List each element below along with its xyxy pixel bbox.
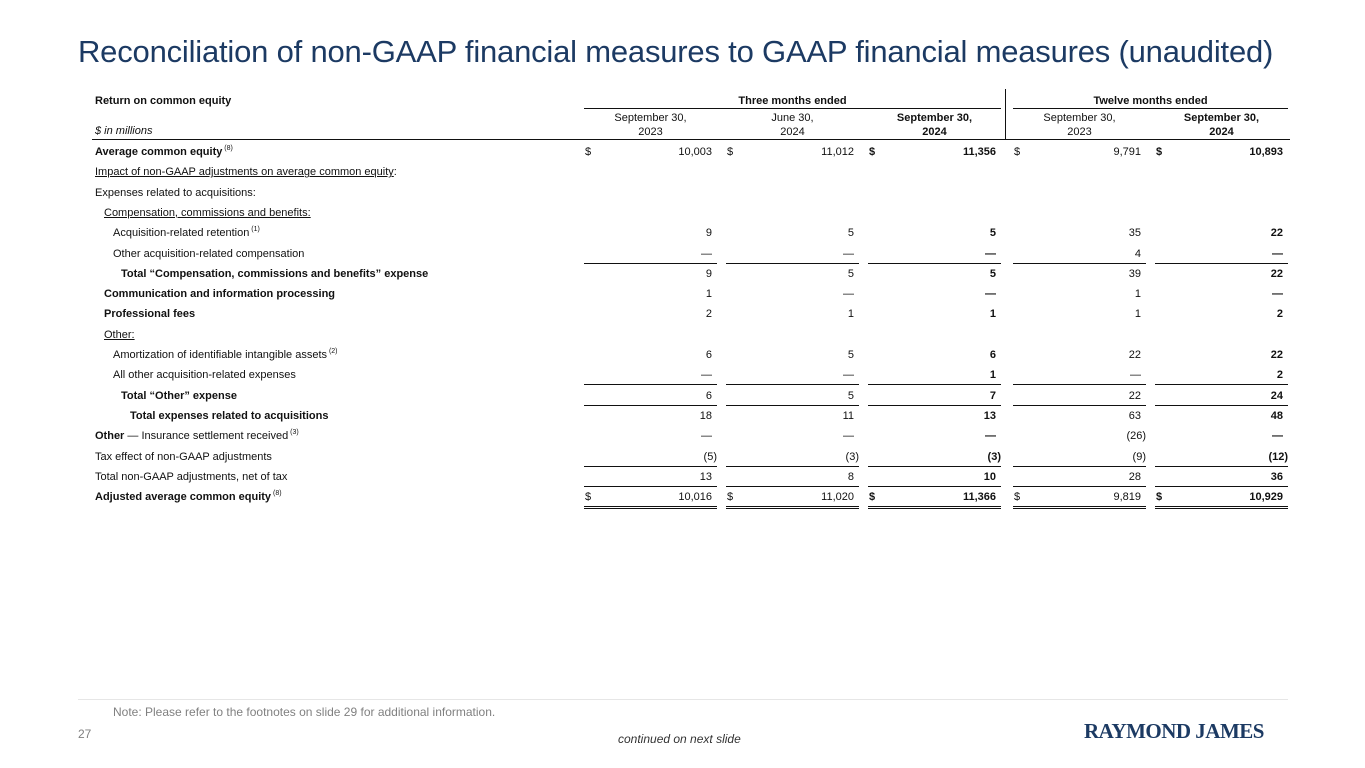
table-cell: 6 (705, 349, 712, 361)
table-cell: 1 (1134, 288, 1141, 301)
row-label (113, 247, 304, 261)
table-cell: 1 (989, 308, 996, 321)
table-cell: — (843, 288, 854, 301)
table-cell: 5 (847, 349, 854, 361)
subtotal-rule (1013, 263, 1146, 264)
column-header-line1: June 30, (771, 112, 814, 124)
period-divider (1005, 89, 1006, 139)
currency-symbol: $ (1156, 146, 1163, 158)
row-label-text: Communication and information processing (104, 288, 336, 301)
group-rule-twelve-months (1013, 108, 1288, 109)
row-label-text: Adjusted average common equity (95, 491, 272, 504)
table-cell: — (843, 247, 854, 260)
subtotal-rule (868, 384, 1001, 385)
table-cell: 11 (842, 409, 854, 422)
subtotal-rule (1013, 466, 1146, 467)
table-cell: — (701, 430, 712, 443)
table-cell: 1 (847, 308, 854, 321)
reconciliation-table (92, 91, 1290, 511)
row-label (113, 368, 296, 382)
section-title: Return on common equity (95, 95, 232, 107)
table-cell: 5 (847, 267, 854, 280)
row-label-text: Tax effect of non-GAAP adjustments (95, 450, 272, 463)
table-cell: 22 (1270, 349, 1283, 361)
footnote-note: Note: Please refer to the footnotes on slide 29 for additional information. (113, 705, 496, 719)
total-double-rule (1155, 506, 1288, 509)
currency-symbol: $ (727, 491, 734, 504)
row-label-text: Total “Compensation, commissions and benefits” expense (121, 267, 429, 280)
table-cell: 5 (847, 389, 854, 402)
table-cell: 63 (1128, 409, 1141, 422)
subtotal-rule (1155, 384, 1288, 385)
table-cell: 11,012 (821, 146, 854, 158)
column-header-line2: 2023 (638, 126, 663, 138)
table-cell: 22 (1270, 227, 1283, 240)
table-cell: 24 (1270, 389, 1283, 402)
row-label (113, 226, 260, 240)
subtotal-rule (726, 466, 859, 467)
row-label (121, 389, 237, 403)
row-label (95, 165, 397, 179)
table-cell: — (1272, 247, 1283, 260)
table-cell: 13 (699, 470, 712, 483)
column-header-line2: 2024 (1209, 126, 1234, 138)
table-cell: 13 (983, 409, 996, 422)
row-label-text: Other: (104, 328, 135, 341)
row-label-text: Amortization of identifiable intangible assets (113, 349, 328, 361)
table-cell: (3) (987, 450, 1001, 463)
row-label-text: Total expenses related to acquisitions (130, 409, 329, 422)
footnote-ref: (8) (271, 490, 282, 498)
row-label (121, 267, 428, 281)
table-cell: 9 (705, 227, 712, 240)
table-cell: 6 (705, 389, 712, 402)
row-label (104, 328, 135, 342)
subtotal-rule (726, 486, 859, 487)
currency-symbol: $ (727, 146, 734, 158)
table-cell: — (985, 247, 996, 260)
subtotal-rule (726, 384, 859, 385)
table-cell: 9,819 (1113, 491, 1141, 504)
subtotal-rule (1155, 263, 1288, 264)
table-cell: 11,356 (962, 146, 996, 158)
row-label (95, 429, 299, 443)
row-label-text: Average common equity (95, 146, 223, 158)
currency-symbol: $ (1156, 491, 1163, 504)
row-label-text: Other acquisition-related compensation (113, 247, 305, 260)
subtotal-rule (1013, 486, 1146, 487)
currency-symbol: $ (1014, 146, 1021, 158)
row-label (130, 409, 328, 423)
row-label (95, 145, 233, 159)
currency-symbol: $ (869, 491, 876, 504)
subtotal-rule (726, 405, 859, 406)
total-double-rule (584, 506, 717, 509)
table-cell: 11,020 (821, 491, 854, 504)
row-label-text: Other (95, 430, 125, 443)
row-label-text: Expenses related to acquisitions: (95, 186, 256, 199)
table-cell: (3) (845, 450, 859, 463)
table-cell: 10,893 (1249, 146, 1283, 158)
subtotal-rule (1155, 466, 1288, 467)
subtotal-rule (868, 486, 1001, 487)
table-cell: 36 (1270, 470, 1283, 483)
page-title: Reconciliation of non-GAAP financial measures to GAAP financial measures (unaudited) (78, 34, 1274, 69)
row-label-text: Total “Other” expense (121, 389, 237, 402)
table-cell: 48 (1270, 409, 1283, 422)
table-cell: 6 (989, 349, 996, 361)
subtotal-rule (868, 405, 1001, 406)
row-label (95, 450, 272, 464)
table-cell: — (843, 369, 854, 382)
table-cell: 11,366 (962, 491, 996, 504)
row-label-suffix: : (393, 166, 397, 179)
subtotal-rule (868, 263, 1001, 264)
table-cell: 28 (1128, 470, 1141, 483)
units-label: $ in millions (95, 125, 153, 137)
column-header-line2: 2023 (1067, 126, 1092, 138)
continued-label: continued on next slide (618, 732, 741, 746)
row-label (95, 490, 282, 504)
subtotal-rule (1013, 384, 1146, 385)
subtotal-rule (868, 466, 1001, 467)
footnote-ref: (1) (249, 226, 260, 234)
table-cell: — (1130, 369, 1141, 382)
table-cell: (5) (703, 450, 717, 463)
table-cell: 22 (1270, 267, 1283, 280)
subtotal-rule (584, 486, 717, 487)
table-cell: 10 (983, 470, 996, 483)
table-cell: — (985, 288, 996, 301)
table-cell: 35 (1128, 227, 1141, 240)
table-cell: — (843, 430, 854, 443)
header-rule (92, 139, 1290, 140)
column-header-line1: September 30, (1043, 112, 1116, 124)
table-cell: — (1272, 288, 1283, 301)
table-cell: 22 (1128, 349, 1141, 361)
row-label (104, 287, 335, 301)
row-label (104, 206, 311, 220)
table-cell: — (1272, 430, 1283, 443)
table-cell: 9,791 (1113, 146, 1141, 158)
row-label (113, 348, 338, 362)
column-header-line1: September 30, (1183, 112, 1260, 124)
group-header-three-months: Three months ended (738, 95, 847, 107)
row-label (104, 307, 195, 321)
group-rule-three-months (584, 108, 1001, 109)
table-cell: (26) (1126, 430, 1146, 443)
column-header-line2: 2024 (780, 126, 805, 138)
table-cell: 4 (1134, 247, 1141, 260)
total-double-rule (1013, 506, 1146, 509)
table-cell: 8 (847, 470, 854, 483)
table-cell: (12) (1268, 450, 1288, 463)
table-cell: (9) (1132, 450, 1146, 463)
table-cell: 39 (1128, 267, 1141, 280)
table-cell: — (985, 430, 996, 443)
footnote-ref: (8) (222, 145, 233, 152)
table-cell: 2 (705, 308, 712, 321)
row-label-text: Acquisition-related retention (113, 227, 250, 240)
row-label-text: Professional fees (104, 308, 196, 321)
subtotal-rule (584, 263, 717, 264)
table-cell: 18 (699, 409, 712, 422)
table-cell: 2 (1276, 369, 1283, 382)
row-label-text: Impact of non-GAAP adjustments on average common equity (95, 166, 394, 179)
table-cell: 9 (705, 267, 712, 280)
subtotal-rule (584, 466, 717, 467)
table-cell: — (701, 369, 712, 382)
table-cell: 22 (1128, 389, 1141, 402)
subtotal-rule (1155, 405, 1288, 406)
table-cell: 5 (989, 227, 996, 240)
raymond-james-logo: RAYMOND JAMES (1084, 719, 1264, 743)
table-cell: 10,929 (1249, 491, 1283, 504)
row-label (95, 186, 256, 200)
page-number: 27 (78, 727, 92, 741)
table-cell: 1 (1134, 308, 1141, 321)
row-label-text: Compensation, commissions and benefits: (104, 206, 311, 219)
table-cell: 5 (989, 267, 996, 280)
currency-symbol: $ (585, 146, 592, 158)
table-cell: 1 (989, 369, 996, 382)
footnote-ref: (3) (288, 429, 299, 437)
table-cell: 7 (989, 389, 996, 402)
total-double-rule (868, 506, 1001, 509)
subtotal-rule (584, 405, 717, 406)
subtotal-rule (1013, 405, 1146, 406)
table-cell: 1 (705, 288, 712, 301)
footer-divider (78, 699, 1288, 700)
subtotal-rule (584, 384, 717, 385)
table-cell: 10,003 (678, 146, 712, 158)
subtotal-rule (726, 263, 859, 264)
row-label-rest: — Insurance settlement received (124, 430, 289, 443)
currency-symbol: $ (869, 146, 876, 158)
currency-symbol: $ (1014, 491, 1021, 504)
subtotal-rule (1155, 486, 1288, 487)
table-cell: — (701, 247, 712, 260)
row-label (95, 470, 287, 484)
footnote-ref: (2) (327, 348, 338, 355)
table-cell: 5 (847, 227, 854, 240)
row-label-text: All other acquisition-related expenses (113, 369, 296, 382)
column-header-line1: September 30, (896, 112, 973, 124)
row-label-text: Total non-GAAP adjustments, net of tax (95, 470, 288, 483)
group-header-twelve-months: Twelve months ended (1093, 95, 1208, 107)
column-header-line2: 2024 (922, 126, 947, 138)
total-double-rule (726, 506, 859, 509)
column-header-line1: September 30, (614, 112, 687, 124)
table-cell: 2 (1276, 308, 1283, 321)
table-cell: 10,016 (678, 491, 712, 504)
currency-symbol: $ (585, 491, 592, 504)
